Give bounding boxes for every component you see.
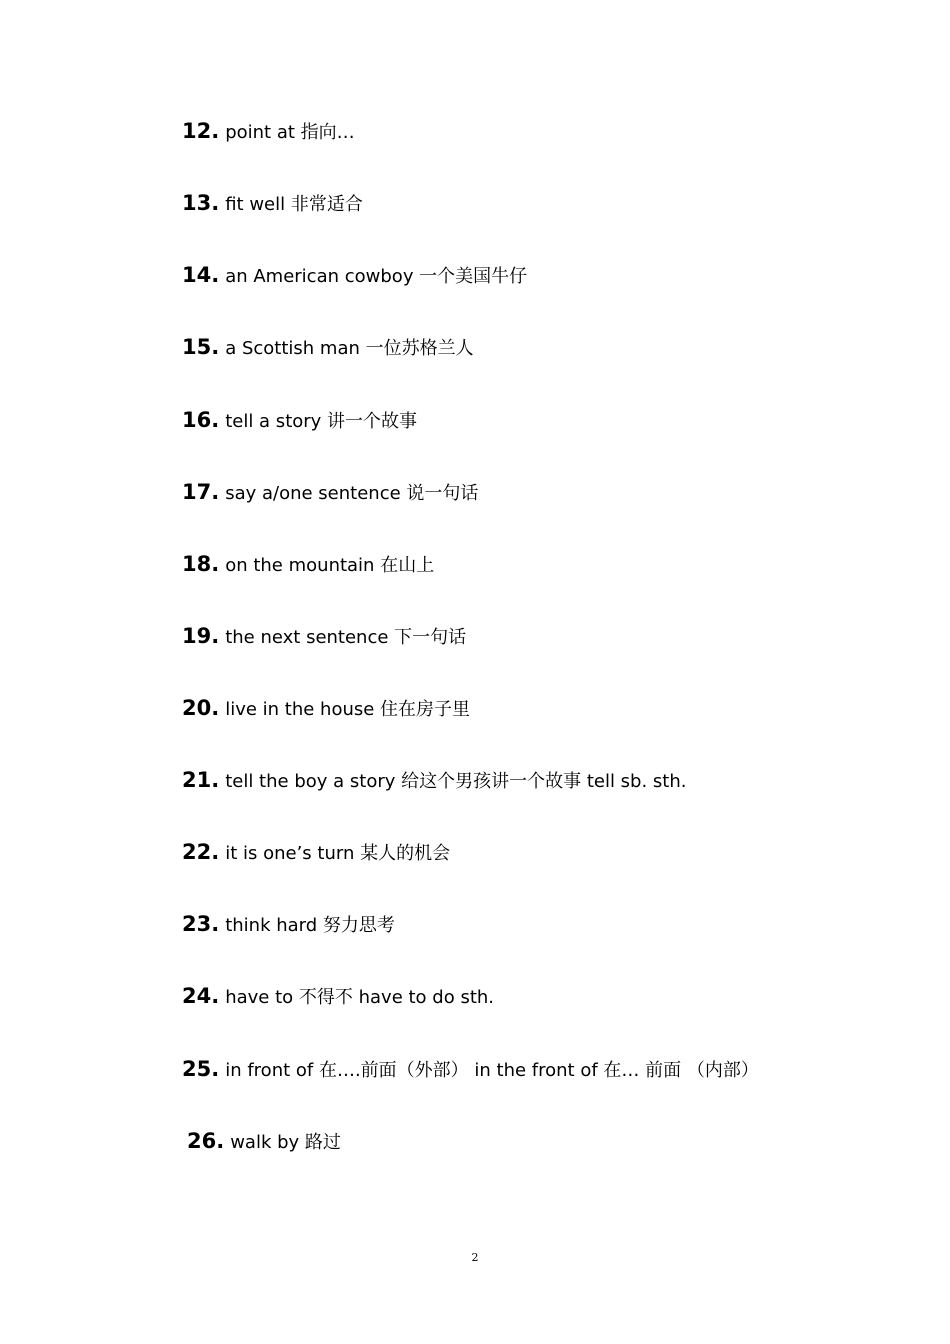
item-number: 25. — [182, 1057, 220, 1081]
list-item — [182, 767, 687, 799]
item-text: in front of 在….前面（外部） in the front of 在… 前面 （内部） — [225, 1060, 759, 1081]
item-text: a Scottish man 一位苏格兰人 — [225, 338, 474, 359]
list-item — [182, 1056, 759, 1088]
list-item — [182, 190, 363, 222]
list-item — [182, 551, 434, 583]
item-text: think hard 努力思考 — [225, 915, 395, 936]
item-text: the next sentence 下一句话 — [225, 627, 467, 648]
item-number: 17. — [182, 480, 220, 504]
item-text: say a/one sentence 说一句话 — [225, 483, 479, 504]
list-item — [187, 1128, 341, 1160]
item-text: point at 指向… — [225, 122, 355, 143]
item-text: tell the boy a story 给这个男孩讲一个故事 tell sb. sth. — [225, 771, 687, 792]
list-item — [182, 983, 494, 1015]
item-number: 24. — [182, 984, 220, 1008]
item-number: 14. — [182, 263, 220, 287]
item-text: have to 不得不 have to do sth. — [225, 987, 495, 1008]
list-item — [182, 695, 470, 727]
item-number: 21. — [182, 768, 220, 792]
item-number: 12. — [182, 119, 220, 143]
list-item — [182, 262, 527, 294]
list-item — [182, 623, 466, 655]
page-number: 2 — [471, 1251, 479, 1264]
list-item — [182, 407, 417, 439]
item-text: live in the house 住在房子里 — [225, 699, 471, 720]
list-item — [182, 118, 355, 150]
item-number: 15. — [182, 335, 220, 359]
item-number: 23. — [182, 912, 220, 936]
list-item — [182, 839, 450, 871]
list-item — [182, 911, 395, 943]
item-number: 18. — [182, 552, 220, 576]
item-number: 16. — [182, 408, 220, 432]
item-text: walk by 路过 — [230, 1132, 341, 1153]
list-item — [182, 479, 478, 511]
list-item — [182, 334, 474, 366]
item-text: tell a story 讲一个故事 — [225, 411, 418, 432]
item-number: 20. — [182, 696, 220, 720]
item-number: 22. — [182, 840, 220, 864]
item-number: 13. — [182, 191, 220, 215]
item-number: 26. — [187, 1129, 225, 1153]
item-text: fit well 非常适合 — [225, 194, 363, 215]
item-text: on the mountain 在山上 — [225, 555, 435, 576]
item-text: it is one’s turn 某人的机会 — [225, 843, 451, 864]
item-text: an American cowboy 一个美国牛仔 — [225, 266, 528, 287]
item-number: 19. — [182, 624, 220, 648]
